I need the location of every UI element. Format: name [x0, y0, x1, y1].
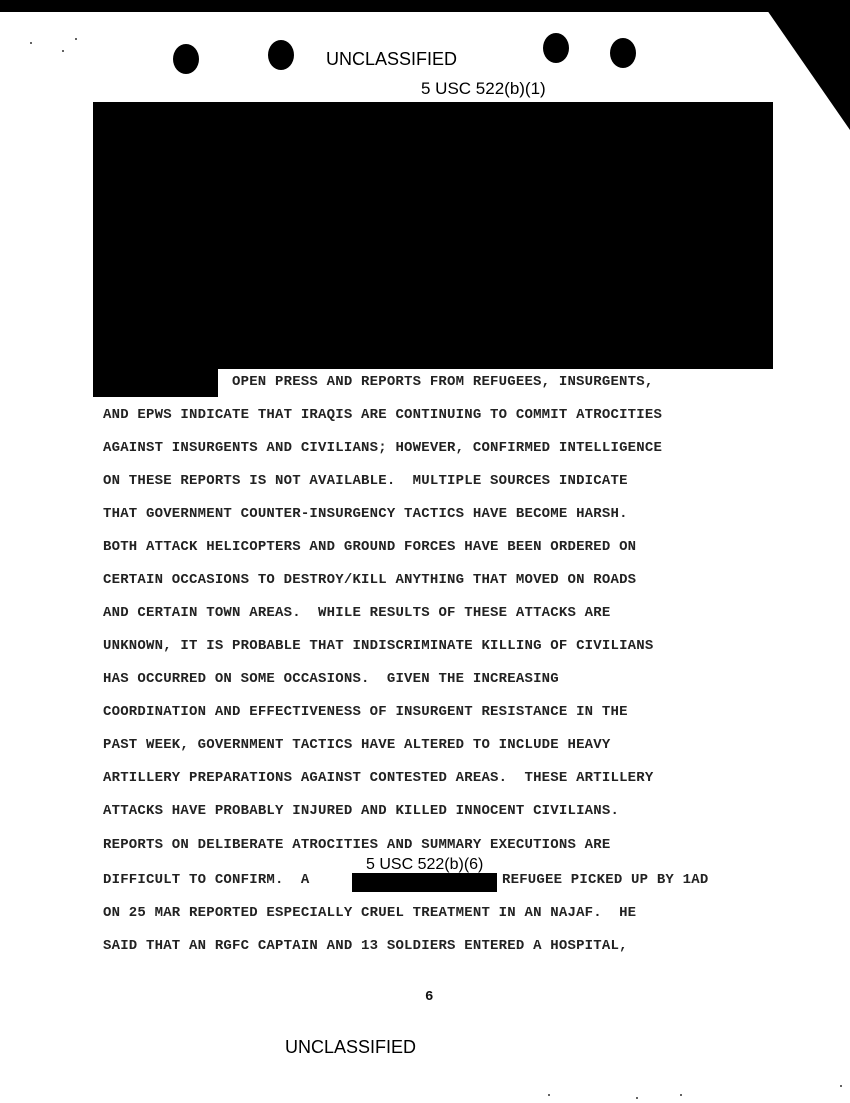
body-line: AND EPWS INDICATE THAT IRAQIS ARE CONTINUING TO COMMIT ATROCITIES: [103, 407, 663, 423]
punch-hole: [610, 38, 636, 68]
scan-speck: [62, 50, 64, 52]
scan-speck: [75, 38, 77, 40]
body-line: PAST WEEK, GOVERNMENT TACTICS HAVE ALTERED TO INCLUDE HEAVY: [103, 737, 611, 753]
scan-speck: [636, 1097, 638, 1099]
body-line: UNKNOWN, IT IS PROBABLE THAT INDISCRIMINATE KILLING OF CIVILIANS: [103, 638, 654, 654]
header-exemption: 5 USC 522(b)(1): [421, 79, 546, 98]
body-line: COORDINATION AND EFFECTIVENESS OF INSURGENT RESISTANCE IN THE: [103, 704, 628, 720]
scan-speck: [680, 1094, 682, 1096]
punch-hole: [268, 40, 294, 70]
scan-speck: [30, 42, 32, 44]
page-number: 6: [425, 989, 434, 1005]
punch-hole: [173, 44, 199, 74]
body-line: THAT GOVERNMENT COUNTER-INSURGENCY TACTICS HAVE BECOME HARSH.: [103, 506, 628, 522]
inline-exemption: 5 USC 522(b)(6): [366, 856, 484, 873]
redaction-inline: [352, 873, 497, 892]
header-classification: UNCLASSIFIED: [326, 49, 458, 69]
body-line: CERTAIN OCCASIONS TO DESTROY/KILL ANYTHING THAT MOVED ON ROADS: [103, 572, 637, 588]
body-line: ON 25 MAR REPORTED ESPECIALLY CRUEL TREATMENT IN AN NAJAF. HE: [103, 905, 637, 921]
redaction-block-main: [93, 102, 773, 369]
body-line: ARTILLERY PREPARATIONS AGAINST CONTESTED AREAS. THESE ARTILLERY: [103, 770, 654, 786]
scan-corner-fold: [760, 0, 850, 130]
body-line: SAID THAT AN RGFC CAPTAIN AND 13 SOLDIERS ENTERED A HOSPITAL,: [103, 938, 628, 954]
body-line-redacted-start: DIFFICULT TO CONFIRM. A: [103, 872, 310, 888]
body-line: ATTACKS HAVE PROBABLY INJURED AND KILLED INNOCENT CIVILIANS.: [103, 803, 620, 819]
body-line: REPORTS ON DELIBERATE ATROCITIES AND SUMMARY EXECUTIONS ARE: [103, 837, 611, 853]
body-line: ON THESE REPORTS IS NOT AVAILABLE. MULTIPLE SOURCES INDICATE: [103, 473, 628, 489]
body-line: AND CERTAIN TOWN AREAS. WHILE RESULTS OF THESE ATTACKS ARE: [103, 605, 611, 621]
body-line: HAS OCCURRED ON SOME OCCASIONS. GIVEN THE INCREASING: [103, 671, 559, 687]
body-line-redacted-end: REFUGEE PICKED UP BY 1AD: [502, 872, 709, 888]
scan-speck: [548, 1094, 550, 1096]
body-line: BOTH ATTACK HELICOPTERS AND GROUND FORCES HAVE BEEN ORDERED ON: [103, 539, 637, 555]
footer-classification: UNCLASSIFIED: [285, 1037, 417, 1057]
punch-hole: [543, 33, 569, 63]
body-line: OPEN PRESS AND REPORTS FROM REFUGEES, INSURGENTS,: [232, 374, 654, 390]
body-line: AGAINST INSURGENTS AND CIVILIANS; HOWEVER, CONFIRMED INTELLIGENCE: [103, 440, 663, 456]
scan-top-edge: [0, 0, 850, 12]
redaction-block-tab: [93, 369, 218, 397]
scan-speck: [840, 1085, 842, 1087]
